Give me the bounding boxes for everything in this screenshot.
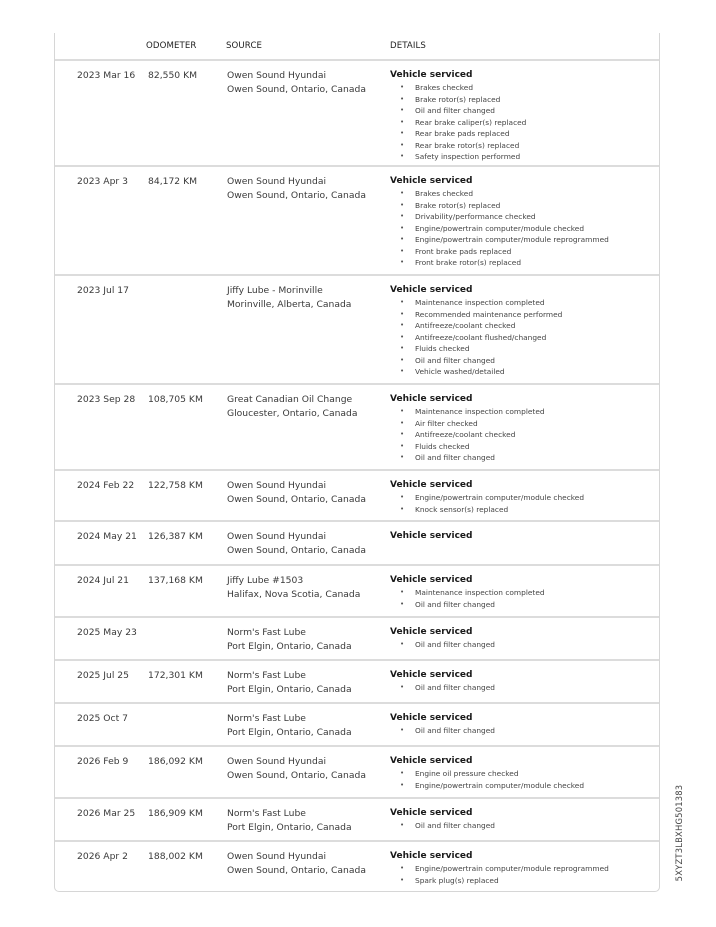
source-name: Norm's Fast Lube (227, 627, 306, 638)
detail-item (390, 234, 609, 246)
bullet-icon: • (400, 864, 405, 872)
service-history-table (54, 33, 660, 892)
bullet-icon: • (400, 83, 405, 91)
bullet-icon: • (400, 441, 405, 450)
odometer-reading: 188,002 KM (148, 851, 203, 862)
bullet-icon: • (400, 726, 405, 734)
bullet-icon: • (400, 769, 405, 777)
vin-label (670, 784, 688, 882)
service-date: 2023 Jul 17 (77, 285, 129, 296)
bullet-icon: • (400, 200, 405, 209)
detail-item-text: Engine/powertrain computer/module checked (415, 780, 585, 790)
detail-item (390, 343, 562, 355)
source-name: Norm's Fast Lube (227, 670, 306, 681)
detail-item (390, 211, 609, 223)
detail-item-text: Oil and filter changed (415, 726, 495, 735)
bullet-icon: • (400, 212, 405, 220)
service-date: 2024 Feb 22 (77, 480, 135, 491)
detail-list (390, 639, 495, 651)
detail-item-text: Maintenance inspection completed (415, 588, 545, 597)
detail-item-text: Rear brake caliper(s) replaced (415, 117, 527, 127)
detail-item (390, 875, 609, 887)
source-name: Jiffy Lube #1503 (227, 575, 304, 586)
detail-item (390, 441, 545, 453)
detail-list (390, 725, 495, 737)
detail-item (390, 639, 495, 651)
detail-item-text: Oil and filter changed (415, 453, 495, 462)
source-name: Great Canadian Oil Change (227, 394, 353, 405)
detail-list (390, 82, 526, 163)
source-location: Port Elgin, Ontario, Canada (227, 641, 352, 652)
bullet-icon: • (400, 223, 405, 232)
source-location: Owen Sound, Ontario, Canada (227, 190, 366, 201)
source-location: Port Elgin, Ontario, Canada (227, 727, 352, 738)
detail-item (390, 780, 584, 792)
bullet-icon: • (400, 344, 405, 352)
bullet-icon: • (400, 588, 405, 596)
bullet-icon: • (400, 407, 405, 415)
service-date: 2025 May 23 (77, 627, 137, 638)
header-source: SOURCE (226, 41, 263, 51)
service-date: 2026 Feb 9 (77, 756, 129, 767)
bullet-icon: • (400, 504, 405, 513)
bullet-icon: • (400, 94, 405, 103)
detail-item-text: Oil and filter changed (415, 683, 495, 692)
detail-item-text: Knock sensor(s) replaced (415, 504, 509, 514)
detail-item (390, 320, 562, 332)
bullet-icon: • (400, 683, 405, 691)
odometer-reading: 82,550 KM (148, 70, 198, 81)
source-name: Owen Sound Hyundai (227, 70, 326, 81)
source-name: Owen Sound Hyundai (227, 851, 326, 862)
detail-title: Vehicle serviced (390, 670, 473, 680)
detail-title: Vehicle serviced (390, 531, 473, 541)
source-location: Gloucester, Ontario, Canada (227, 408, 358, 419)
detail-item-text: Antifreeze/coolant checked (415, 430, 516, 439)
service-date: 2023 Mar 16 (77, 70, 136, 81)
detail-list (390, 406, 545, 464)
service-date: 2026 Apr 2 (77, 851, 128, 862)
detail-title: Vehicle serviced (390, 176, 473, 186)
detail-item (390, 297, 562, 309)
source-location: Port Elgin, Ontario, Canada (227, 822, 352, 833)
detail-item (390, 682, 495, 694)
detail-item (390, 128, 526, 140)
bullet-icon: • (400, 309, 405, 318)
detail-list (390, 682, 495, 694)
detail-item (390, 246, 609, 258)
detail-item-text: Oil and filter changed (415, 821, 495, 830)
detail-item (390, 406, 545, 418)
detail-item-text: Maintenance inspection completed (415, 407, 545, 416)
table-row (55, 276, 659, 385)
detail-item (390, 355, 562, 367)
odometer-reading: 186,909 KM (148, 808, 203, 819)
detail-item (390, 82, 526, 94)
detail-item-text: Rear brake rotor(s) replaced (415, 140, 520, 150)
detail-item-text: Engine oil pressure checked (415, 769, 519, 778)
detail-item-text: Oil and filter changed (415, 640, 495, 649)
source-name: Owen Sound Hyundai (227, 531, 326, 542)
detail-title: Vehicle serviced (390, 713, 473, 723)
detail-item-text: Engine/powertrain computer/module reprogrammed (415, 864, 609, 873)
detail-item-text: Front brake rotor(s) replaced (415, 258, 522, 267)
bullet-icon: • (400, 599, 405, 608)
bullet-icon: • (400, 140, 405, 149)
detail-item (390, 504, 584, 516)
service-date: 2024 Jul 21 (77, 575, 129, 586)
bullet-icon: • (400, 106, 405, 114)
bullet-icon: • (400, 189, 405, 197)
detail-item (390, 200, 609, 212)
detail-title: Vehicle serviced (390, 851, 473, 861)
service-date: 2025 Jul 25 (77, 670, 129, 681)
service-date: 2026 Mar 25 (77, 808, 136, 819)
bullet-icon: • (400, 129, 405, 137)
table-row (55, 704, 659, 747)
detail-title: Vehicle serviced (390, 70, 473, 80)
bullet-icon: • (400, 493, 405, 501)
table-row (55, 799, 659, 842)
detail-item (390, 151, 526, 163)
header-details: DETAILS (390, 41, 426, 51)
odometer-reading: 137,168 KM (148, 575, 203, 586)
detail-item-text: Recommended maintenance performed (415, 309, 563, 319)
table-row (55, 661, 659, 704)
table-row (55, 61, 659, 167)
detail-item-text: Safety inspection performed (415, 152, 521, 161)
detail-title: Vehicle serviced (390, 394, 473, 404)
source-name: Jiffy Lube - Morinville (227, 285, 323, 296)
detail-item (390, 587, 545, 599)
detail-item-text: Spark plug(s) replaced (415, 875, 499, 885)
table-header (55, 33, 659, 61)
source-location: Owen Sound, Ontario, Canada (227, 84, 366, 95)
service-date: 2023 Sep 28 (77, 394, 136, 405)
detail-item (390, 429, 545, 441)
source-location: Morinville, Alberta, Canada (227, 299, 352, 310)
detail-item-text: Oil and filter changed (415, 106, 495, 115)
detail-title: Vehicle serviced (390, 808, 473, 818)
detail-list (390, 768, 584, 791)
bullet-icon: • (400, 453, 405, 461)
bullet-icon: • (400, 235, 405, 243)
table-row (55, 385, 659, 471)
odometer-reading: 126,387 KM (148, 531, 203, 542)
odometer-reading: 186,092 KM (148, 756, 203, 767)
table-row (55, 842, 659, 892)
source-location: Halifax, Nova Scotia, Canada (227, 589, 361, 600)
source-location: Owen Sound, Ontario, Canada (227, 545, 366, 556)
detail-item (390, 418, 545, 430)
detail-item-text: Maintenance inspection completed (415, 298, 545, 307)
detail-item (390, 223, 609, 235)
detail-item-text: Front brake pads replaced (415, 246, 512, 256)
bullet-icon: • (400, 117, 405, 126)
detail-item (390, 768, 584, 780)
vin-text: 5XYZT3LBXHG501383 (674, 784, 684, 882)
detail-item-text: Vehicle washed/detailed (415, 367, 505, 376)
detail-title: Vehicle serviced (390, 480, 473, 490)
detail-item (390, 257, 609, 269)
bullet-icon: • (400, 875, 405, 884)
source-name: Norm's Fast Lube (227, 808, 306, 819)
detail-item-text: Rear brake pads replaced (415, 129, 510, 138)
bullet-icon: • (400, 321, 405, 329)
table-row (55, 618, 659, 661)
table-row (55, 522, 659, 566)
bullet-icon: • (400, 298, 405, 306)
detail-item-text: Air filter checked (415, 418, 478, 428)
bullet-icon: • (400, 246, 405, 255)
table-row (55, 167, 659, 276)
detail-item-text: Oil and filter changed (415, 599, 495, 609)
detail-item-text: Brakes checked (415, 83, 474, 92)
detail-title: Vehicle serviced (390, 575, 473, 585)
bullet-icon: • (400, 332, 405, 341)
source-name: Owen Sound Hyundai (227, 176, 326, 187)
detail-item (390, 725, 495, 737)
bullet-icon: • (400, 430, 405, 438)
detail-item (390, 452, 545, 464)
detail-item-text: Brake rotor(s) replaced (415, 200, 501, 210)
service-date: 2025 Oct 7 (77, 713, 128, 724)
table-row (55, 566, 659, 618)
service-date: 2023 Apr 3 (77, 176, 128, 187)
detail-item-text: Engine/powertrain computer/module checked (415, 223, 585, 233)
table-row (55, 471, 659, 522)
odometer-reading: 84,172 KM (148, 176, 198, 187)
detail-item (390, 140, 526, 152)
source-name: Owen Sound Hyundai (227, 756, 326, 767)
bullet-icon: • (400, 821, 405, 829)
odometer-reading: 172,301 KM (148, 670, 203, 681)
source-name: Owen Sound Hyundai (227, 480, 326, 491)
detail-list (390, 188, 609, 269)
bullet-icon: • (400, 355, 405, 364)
odometer-reading: 108,705 KM (148, 394, 203, 405)
detail-item-text: Brakes checked (415, 189, 474, 198)
detail-item-text: Fluids checked (415, 441, 470, 451)
source-location: Owen Sound, Ontario, Canada (227, 494, 366, 505)
detail-item (390, 332, 562, 344)
detail-item-text: Antifreeze/coolant flushed/changed (415, 332, 547, 342)
detail-list (390, 587, 545, 610)
detail-item (390, 105, 526, 117)
detail-item (390, 188, 609, 200)
detail-list (390, 297, 562, 378)
detail-title: Vehicle serviced (390, 756, 473, 766)
source-location: Port Elgin, Ontario, Canada (227, 684, 352, 695)
detail-item-text: Oil and filter changed (415, 355, 495, 365)
service-date: 2024 May 21 (77, 531, 137, 542)
source-location: Owen Sound, Ontario, Canada (227, 865, 366, 876)
detail-item-text: Antifreeze/coolant checked (415, 321, 516, 330)
detail-title: Vehicle serviced (390, 285, 473, 295)
detail-item (390, 863, 609, 875)
detail-item-text: Drivability/performance checked (415, 212, 536, 221)
bullet-icon: • (400, 780, 405, 789)
detail-item (390, 599, 545, 611)
table-row (55, 747, 659, 799)
detail-item (390, 820, 495, 832)
detail-list (390, 863, 609, 886)
detail-item-text: Engine/powertrain computer/module checked (415, 493, 585, 502)
source-location: Owen Sound, Ontario, Canada (227, 770, 366, 781)
detail-item (390, 117, 526, 129)
detail-item-text: Engine/powertrain computer/module reprogrammed (415, 235, 609, 244)
odometer-reading: 122,758 KM (148, 480, 203, 491)
bullet-icon: • (400, 258, 405, 266)
detail-item (390, 492, 584, 504)
header-odometer: ODOMETER (146, 41, 197, 51)
detail-title: Vehicle serviced (390, 627, 473, 637)
bullet-icon: • (400, 640, 405, 648)
bullet-icon: • (400, 418, 405, 427)
bullet-icon: • (400, 152, 405, 160)
detail-list (390, 492, 584, 515)
source-name: Norm's Fast Lube (227, 713, 306, 724)
detail-item (390, 309, 562, 321)
detail-item (390, 94, 526, 106)
detail-item-text: Brake rotor(s) replaced (415, 94, 501, 104)
detail-item-text: Fluids checked (415, 344, 470, 353)
detail-list (390, 820, 495, 832)
bullet-icon: • (400, 367, 405, 375)
detail-item (390, 366, 562, 378)
